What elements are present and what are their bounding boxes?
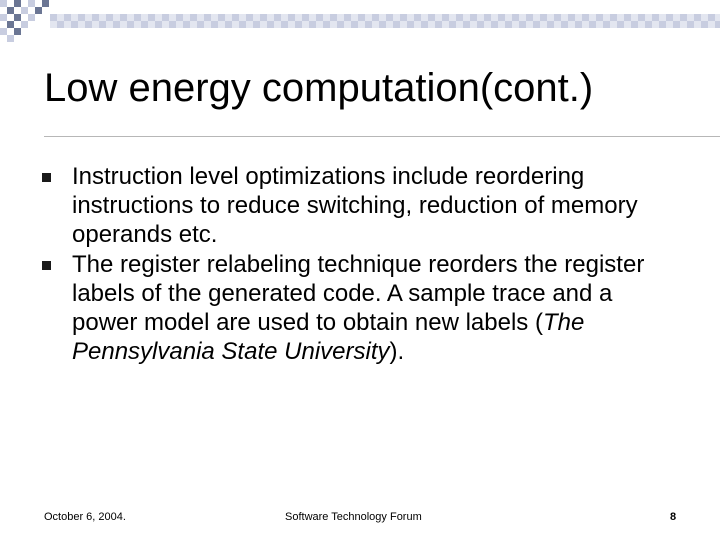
footer-title: Software Technology Forum [285, 511, 422, 523]
bullet-text-lead: The register relabeling technique reorders the register labels of the generated code. A sample trace and a power model are used to obtain new labels ( [72, 251, 645, 336]
bullet-text-italic: The Pennsylvania State University [72, 309, 585, 365]
slide-title: Low energy computation(cont.) [44, 66, 594, 110]
bullet-text: Instruction level optimizations include reordering instructions to reduce switching, reduction of memory operands etc. [72, 163, 638, 248]
square-bullet-icon [42, 173, 51, 182]
bullet-item-2 [42, 250, 682, 366]
bullet-text-tail: ). [389, 338, 405, 365]
bullet-list [42, 162, 682, 367]
footer-date: October 6, 2004. [44, 511, 126, 523]
square-bullet-icon [42, 261, 51, 270]
page-number: 8 [670, 511, 677, 523]
bullet-item-1 [42, 162, 682, 249]
bullet-text [72, 251, 644, 365]
title-divider [44, 136, 720, 137]
checkered-header-strip [50, 14, 720, 28]
